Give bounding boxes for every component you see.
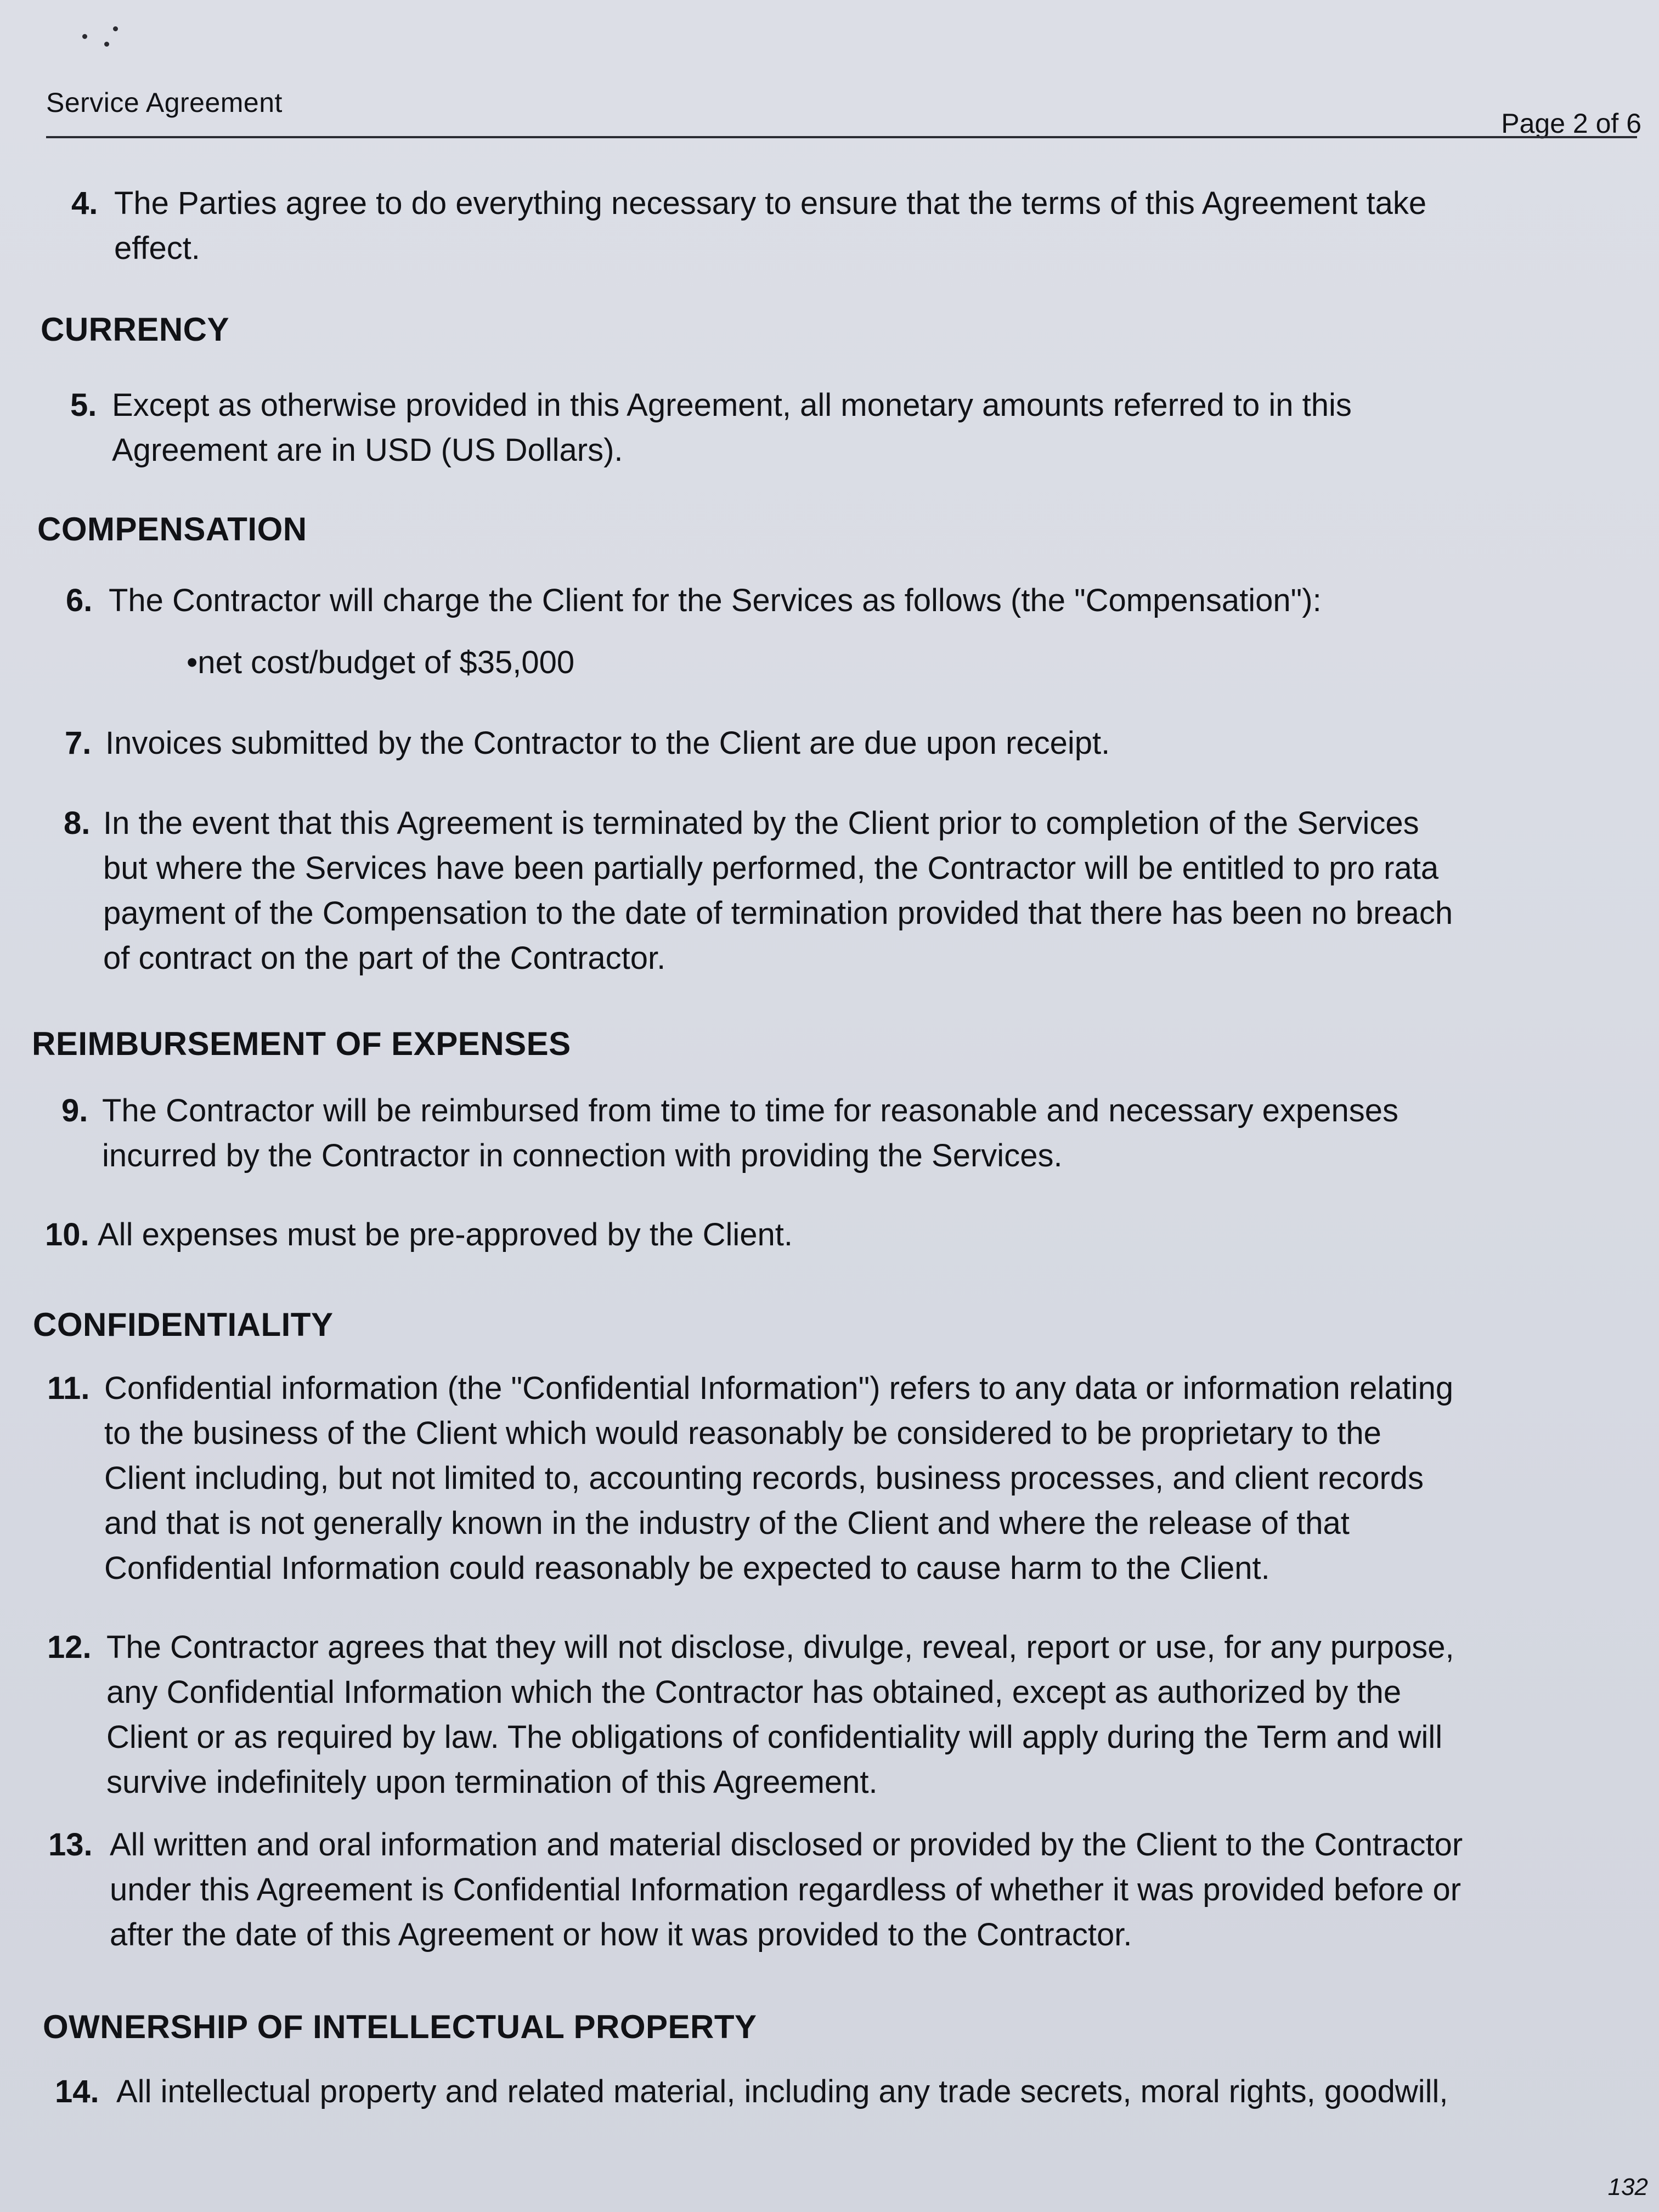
clause-number: 4. xyxy=(71,185,98,221)
clause-number: 14. xyxy=(55,2074,99,2109)
paper-speck xyxy=(104,42,109,47)
compensation-bullet: •net cost/budget of $35,000 xyxy=(187,645,575,680)
clause-text: Confidential information (the "Confidential Information") refers to any data or information relating to the business of the Client which would reasonably be considered to be proprietary to the Client including, but not limited to, accounting records, business processes, and client records and that is not generally known in the industry of the Client and where the release of that Confidential Information could reasonably be expected to cause harm to the Client. xyxy=(104,1370,1454,1586)
clause-number: 10. xyxy=(45,1217,89,1252)
clause-text: The Parties agree to do everything necessary to ensure that the terms of this Agreement take effect. xyxy=(114,185,1427,266)
clause-text: All intellectual property and related material, including any trade secrets, moral rights, goodwill, xyxy=(116,2074,1448,2109)
document-title: Service Agreement xyxy=(46,87,283,118)
paper-speck xyxy=(82,34,87,39)
heading-currency: CURRENCY xyxy=(41,311,230,348)
clause-number: 12. xyxy=(47,1629,92,1665)
clause-number: 8. xyxy=(64,805,91,841)
heading-ownership: OWNERSHIP OF INTELLECTUAL PROPERTY xyxy=(43,2008,757,2045)
clause-text: The Contractor will charge the Client for the Services as follows (the "Compensation"): xyxy=(109,583,1322,618)
clause-number: 6. xyxy=(66,583,93,618)
clause-text: Invoices submitted by the Contractor to the Client are due upon receipt. xyxy=(105,725,1110,761)
heading-confidentiality: CONFIDENTIALITY xyxy=(33,1306,334,1343)
clause-text: The Contractor agrees that they will not disclose, divulge, reveal, report or use, for any purpose, any Confidential Information which the Contractor has obtained, except as authorized by the Client or as required by law. The obligations of confidentiality will apply during the Term and will survive indefinitely upon termination of this Agreement. xyxy=(106,1629,1454,1800)
handwritten-page-mark: 132 xyxy=(1607,2174,1648,2200)
clause-text: All written and oral information and material disclosed or provided by the Client to the Contractor under this Agreement is Confidential Information regardless of whether it was provided before or after the date of this Agreement or how it was provided to the Contractor. xyxy=(110,1827,1463,1953)
heading-reimbursement: REIMBURSEMENT OF EXPENSES xyxy=(32,1025,571,1062)
clause-number: 11. xyxy=(47,1370,90,1406)
clause-number: 7. xyxy=(65,725,92,761)
page-number: Page 2 of 6 xyxy=(1501,108,1641,139)
paper-speck xyxy=(113,26,118,31)
clause-text: The Contractor will be reimbursed from time to time for reasonable and necessary expenses incurred by the Contractor in connection with providing the Services. xyxy=(102,1093,1398,1173)
clause-number: 13. xyxy=(48,1827,93,1863)
clause-number: 9. xyxy=(61,1093,88,1128)
header-divider xyxy=(46,136,1637,138)
clause-text: Except as otherwise provided in this Agreement, all monetary amounts referred to in this Agreement are in USD (US Dollars). xyxy=(112,387,1352,468)
clause-text: All expenses must be pre-approved by the Client. xyxy=(98,1217,793,1252)
clause-text: In the event that this Agreement is terminated by the Client prior to completion of the Services but where the Services have been partially performed, the Contractor will be entitled to pro rata payment of the Compensation to the date of termination provided that there has been no breach of contract on the part of the Contractor. xyxy=(103,805,1453,976)
clause-number: 5. xyxy=(70,387,97,423)
heading-compensation: COMPENSATION xyxy=(37,511,307,548)
